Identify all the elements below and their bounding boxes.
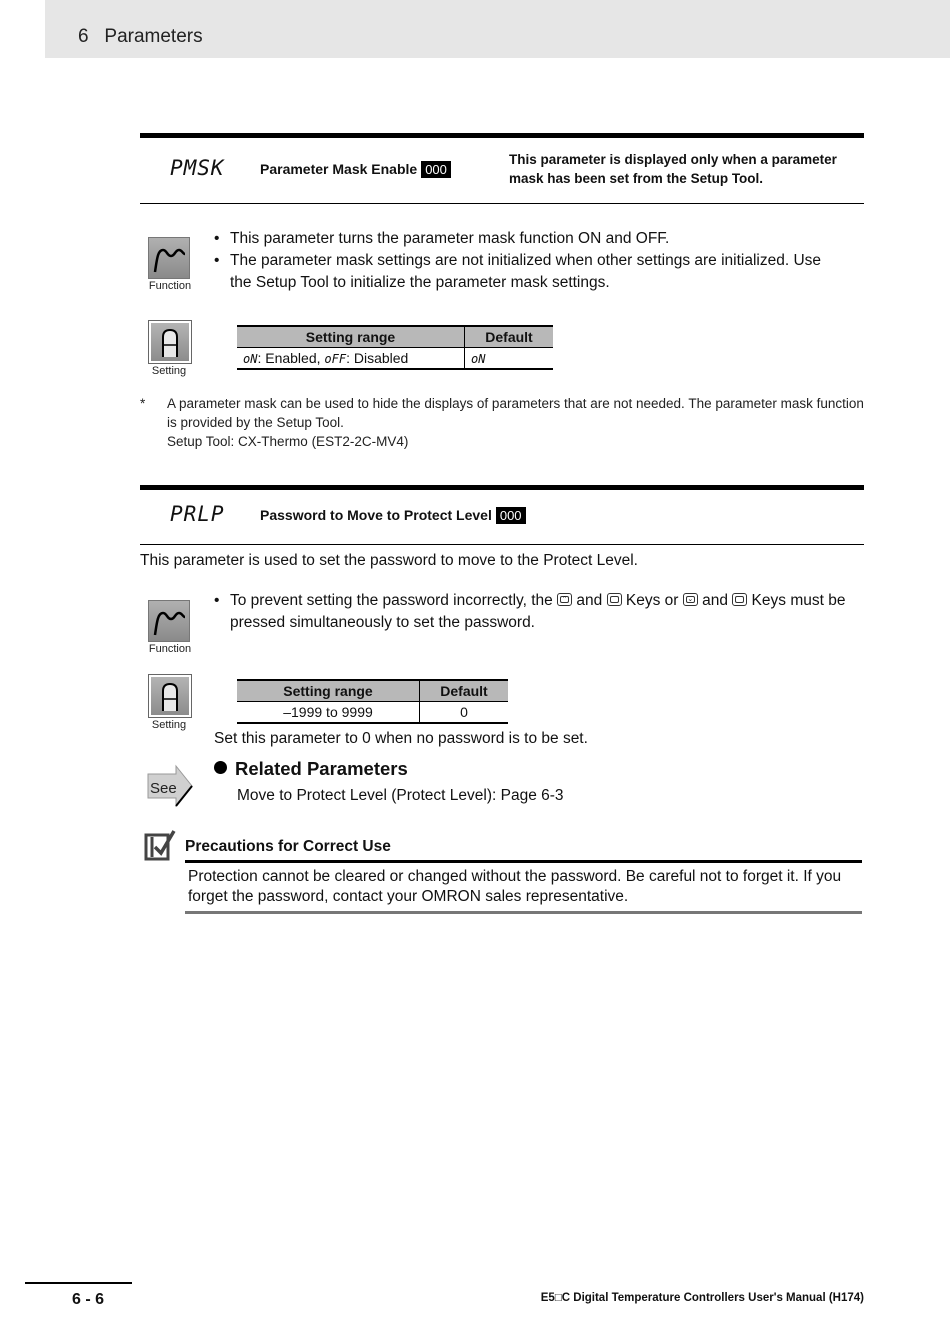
- section-heading: 6 Parameters: [78, 26, 203, 47]
- pmsk-default-cell: [465, 348, 554, 370]
- footnote-mark: *: [140, 396, 146, 411]
- related-parameters-heading: [214, 758, 408, 780]
- prlp-intro: This parameter is used to set the password to move to the Protect Level.: [140, 552, 638, 569]
- precautions-top-rule: [185, 860, 862, 863]
- pmsk-bullet-2: • The parameter mask settings are not initialized when other settings are initialized. Use the Setup Tool to initialize the parameter mask settings.: [214, 250, 830, 294]
- setting-icon: [148, 674, 192, 718]
- prlp-range-cell: –1999 to 9999: [237, 702, 420, 724]
- col-default: Default: [420, 680, 509, 702]
- prlp-parameter-name: [260, 507, 526, 524]
- bullet-text-d: and: [697, 592, 733, 609]
- bullet-text-b: and: [572, 592, 607, 609]
- range-disabled-text: : Disabled: [346, 350, 409, 366]
- function-icon: [148, 237, 190, 279]
- footnote-line-1: A parameter mask can be used to hide the displays of parameters that are not needed. The parameter mask function is provided by the Setup Tool.: [167, 396, 864, 430]
- col-setting-range: Setting range: [237, 680, 420, 702]
- precautions-bottom-rule: [185, 911, 862, 914]
- setting-icon-caption: Setting: [151, 719, 187, 731]
- pmsk-name-text: Parameter Mask Enable: [260, 161, 418, 177]
- down-key-icon: ⌄: [683, 593, 698, 606]
- section-top-rule: [140, 133, 864, 138]
- bullet-text-a: To prevent setting the password incorrectly, the: [230, 592, 558, 609]
- up-key-icon: ⌃: [557, 593, 572, 606]
- prlp-default-cell: 0: [420, 702, 509, 724]
- prlp-bullet-1: [214, 590, 864, 634]
- pmsk-footnote: [167, 394, 867, 451]
- setting-icon-caption: Setting: [151, 365, 187, 377]
- footer-rule: [25, 1282, 132, 1284]
- pmsk-range-cell: [237, 348, 465, 370]
- related-title-text: Related Parameters: [235, 758, 408, 779]
- col-setting-range: Setting range: [237, 326, 465, 348]
- pmsk-bullet-1: • This parameter turns the parameter mask function ON and OFF.: [214, 228, 864, 250]
- prlp-function-bullet: [214, 590, 864, 634]
- section-header-rule: [140, 203, 864, 204]
- section-top-rule: [140, 485, 864, 490]
- manual-title: E5□C Digital Temperature Controllers User's Manual (H174): [540, 1292, 864, 1304]
- function-icon-caption: Function: [148, 280, 192, 292]
- pmsk-setting-table: [237, 325, 553, 370]
- precautions-text: Protection cannot be cleared or changed without the password. Be careful not to forget it. If you forget the password, contact your OMRON sales representative.: [188, 868, 842, 905]
- see-label: See: [150, 780, 177, 797]
- seg-off-code: oFF: [324, 352, 347, 366]
- bullet-dot-icon: [214, 761, 227, 774]
- pmsk-level-badge: 000: [421, 161, 451, 178]
- pmsk-display-code: PMSK: [170, 156, 225, 180]
- range-enabled-text: : Enabled,: [257, 350, 325, 366]
- prlp-setting-table: [237, 679, 508, 724]
- precaution-check-icon: [143, 827, 177, 868]
- prlp-level-badge: 000: [496, 507, 526, 524]
- prlp-setting-table-wrap: [237, 679, 508, 724]
- page-number: 6 - 6: [72, 1291, 105, 1308]
- setting-icon: [148, 320, 192, 364]
- mode-key-icon: [732, 593, 747, 606]
- prlp-name-text: Password to Move to Protect Level: [260, 507, 492, 523]
- bullet-text-e: Keys must be pressed simultaneously to set the password.: [230, 592, 846, 631]
- col-default: Default: [465, 326, 554, 348]
- prlp-after-table-note: Set this parameter to 0 when no password is to be set.: [214, 730, 588, 747]
- function-icon-caption: Function: [148, 643, 192, 655]
- seg-default-code: oN: [471, 352, 486, 366]
- pmsk-setting-table-wrap: [237, 325, 553, 370]
- function-icon: [148, 600, 190, 642]
- seg-on-code: oN: [243, 352, 258, 366]
- prlp-display-code: PRLP: [170, 502, 225, 526]
- mode-key-icon: [607, 593, 622, 606]
- pmsk-function-bullets: [214, 228, 864, 294]
- pmsk-display-note: This parameter is displayed only when a parameter mask has been set from the Setup Tool.: [509, 152, 837, 186]
- precautions-heading: Precautions for Correct Use: [185, 838, 391, 855]
- related-parameter-item: Move to Protect Level (Protect Level): Page 6-3: [237, 787, 564, 804]
- section-header-rule: [140, 544, 864, 545]
- footnote-line-2: Setup Tool: CX-Thermo (EST2-2C-MV4): [167, 434, 409, 449]
- pmsk-parameter-name: [260, 161, 451, 178]
- bullet-text-c: Keys or: [621, 592, 683, 609]
